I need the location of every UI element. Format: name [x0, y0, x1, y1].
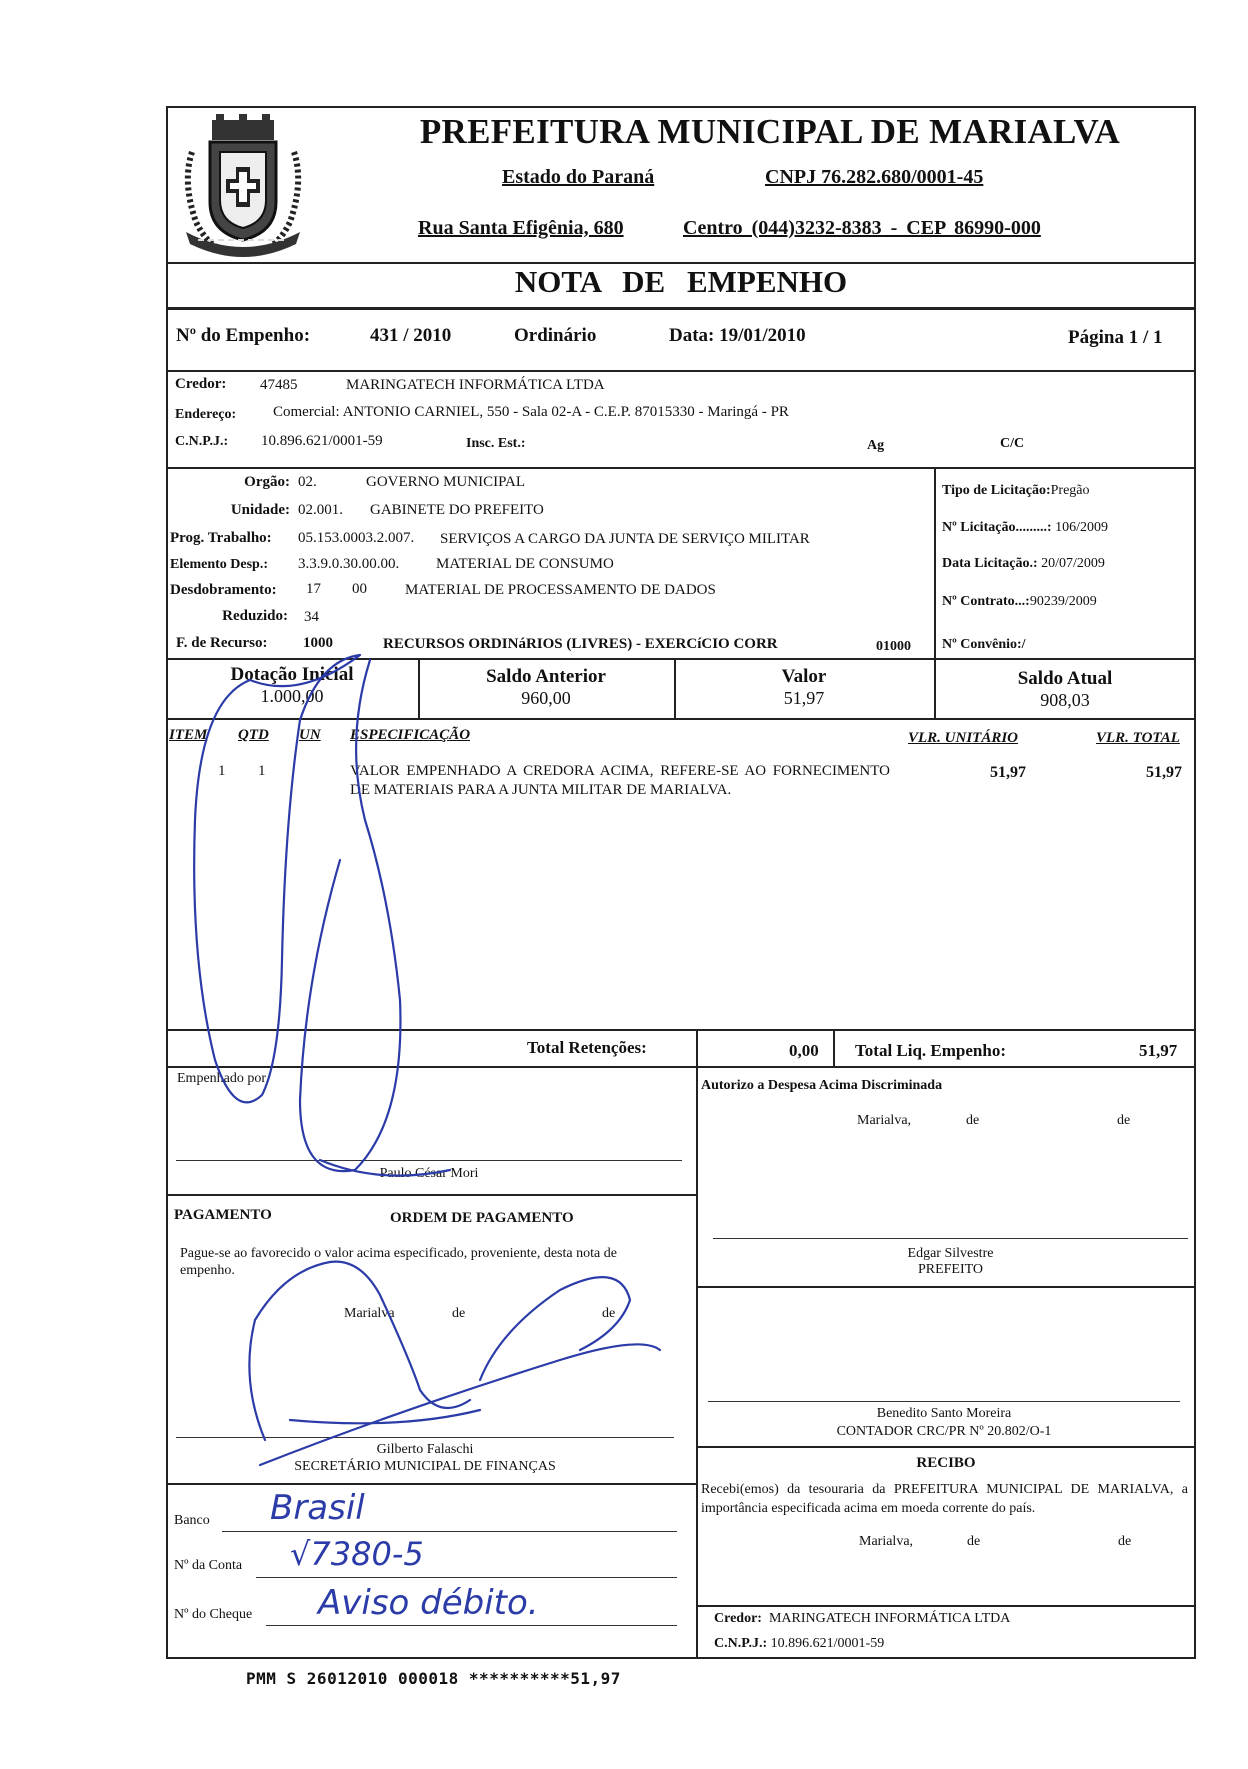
- empenhado-name: Paulo César Mori: [379, 1166, 479, 1181]
- saldo-atual-value: 908,03: [1040, 690, 1090, 710]
- saldo-anterior-value: 960,00: [521, 688, 571, 708]
- valor-value: 51,97: [783, 688, 825, 708]
- dotacao-value: 1.000,00: [260, 686, 324, 706]
- elemento-name: MATERIAL DE CONSUMO: [436, 556, 614, 572]
- banco-label: Banco: [174, 1513, 210, 1528]
- prefeito-title: PREFEITO: [917, 1262, 984, 1277]
- licitacao-convenio: Nº Convênio:/: [942, 637, 1026, 652]
- col-unitario-header: VLR. UNITÁRIO: [908, 730, 1019, 746]
- recurso-extra: 01000: [876, 639, 911, 654]
- document-title: NOTA DE EMPENHO: [514, 264, 848, 299]
- credor-cnpj: 10.896.621/0001-59: [261, 433, 383, 449]
- header-contact: Centro (044)3232-8383 - CEP 86990-000: [683, 217, 1041, 239]
- desdobramento-label: Desdobramento:: [170, 582, 277, 598]
- credor-code: 47485: [260, 377, 298, 393]
- item-row-total-value: 51,97: [1146, 764, 1182, 781]
- elemento-code: 3.3.9.0.30.00.00.: [298, 556, 400, 572]
- recibo-cnpj-value: 10.896.621/0001-59: [770, 1636, 885, 1651]
- empenhado-por-label: Empenhado por: [177, 1071, 267, 1086]
- recibo-place: Marialva,: [859, 1534, 914, 1549]
- col-especificacao-header: ESPECIFICAÇÃO: [350, 727, 471, 743]
- col-total-header: VLR. TOTAL: [1096, 730, 1180, 746]
- autorizo-text: Autorizo a Despesa Acima Discriminada: [701, 1078, 943, 1093]
- unidade-code: 02.001.: [298, 502, 343, 518]
- pagamento-de-1: de: [452, 1306, 466, 1321]
- desdobramento-a: 17: [306, 581, 321, 597]
- empenho-number: 431 / 2010: [370, 325, 452, 346]
- total-liquido-value: 51,97: [1139, 1041, 1178, 1060]
- saldo-atual-label: Saldo Atual: [1017, 668, 1113, 689]
- cheque-label: Nº do Cheque: [174, 1607, 253, 1622]
- item-row-description: VALOR EMPENHADO A CREDORA ACIMA, REFERE-SE AO FORNECIMENTO DE MATERIAIS PARA A JUNTA MILITAR DE MARIALVA.: [350, 763, 890, 798]
- recibo-credor-label: Credor:: [714, 1611, 762, 1626]
- saldo-anterior-label: Saldo Anterior: [486, 666, 606, 687]
- conta-label: Nº da Conta: [174, 1558, 243, 1573]
- recibo-de-1: de: [967, 1534, 981, 1549]
- valor-label: Valor: [781, 666, 827, 687]
- prefeito-name: Edgar Silvestre: [907, 1246, 994, 1261]
- cheque-handwritten: Aviso débito.: [318, 1583, 539, 1623]
- empenho-date: Data: 19/01/2010: [669, 325, 806, 346]
- orgao-label: Orgão:: [244, 474, 290, 490]
- credor-cnpj-label: C.N.P.J.:: [175, 434, 229, 449]
- conta-handwritten: √7380-5: [290, 1535, 424, 1573]
- recibo-cnpj-label: C.N.P.J.:: [714, 1636, 768, 1651]
- recibo-text: Recebi(emos) da tesouraria da PREFEITURA MUNICIPAL DE MARIALVA, a importância especificada acima em moeda corrente do país.: [701, 1482, 1188, 1516]
- contador-title: CONTADOR CRC/PR Nº 20.802/O-1: [836, 1424, 1052, 1439]
- header-title: PREFEITURA MUNICIPAL DE MARIALVA: [419, 112, 1121, 151]
- licitacao-contrato-label: Nº Contrato...:: [942, 594, 1030, 609]
- col-item-header: ITEM: [169, 727, 208, 743]
- recurso-label: F. de Recurso:: [176, 635, 268, 651]
- total-retencoes-label: Total Retenções:: [527, 1038, 647, 1057]
- licitacao-num-value: 106/2009: [1055, 520, 1108, 535]
- orgao-name: GOVERNO MUNICIPAL: [366, 474, 526, 490]
- orgao-code: 02.: [298, 474, 317, 490]
- credor-address-label: Endereço:: [175, 407, 237, 422]
- credor-cc-label: C/C: [1000, 436, 1025, 451]
- banco-handwritten: Brasil: [270, 1488, 365, 1528]
- secretario-name: Gilberto Falaschi: [376, 1442, 474, 1457]
- pagamento-de-2: de: [602, 1306, 616, 1321]
- recibo-title: RECIBO: [916, 1455, 976, 1471]
- licitacao-data-label: Data Licitação.:: [942, 556, 1038, 571]
- recibo-de-2: de: [1118, 1534, 1132, 1549]
- recurso-name: RECURSOS ORDINáRIOS (LIVRES) - EXERCíCIO CORR: [383, 636, 778, 652]
- item-row-unit-value: 51,97: [990, 764, 1026, 781]
- secretario-title: SECRETÁRIO MUNICIPAL DE FINANÇAS: [294, 1459, 556, 1474]
- licitacao-tipo-value: Pregão: [1050, 483, 1090, 498]
- item-row-qtd: 1: [258, 763, 266, 779]
- contador-name: Benedito Santo Moreira: [876, 1406, 1012, 1421]
- signature-stroke-6: [480, 1277, 630, 1380]
- dotacao-label: Dotação Inicial: [230, 664, 354, 685]
- credor-address: Comercial: ANTONIO CARNIEL, 550 - Sala 02-A - C.E.P. 87015330 - Maringá - PR: [273, 404, 789, 420]
- autorizo-de-2: de: [1117, 1113, 1131, 1128]
- signature-stroke-3: [320, 1160, 450, 1176]
- col-un-header: UN: [299, 727, 321, 743]
- pagamento-place: Marialva: [344, 1306, 395, 1321]
- credor-ag-label: Ag: [867, 438, 885, 453]
- total-liquido-label: Total Liq. Empenho:: [855, 1041, 1006, 1060]
- licitacao-data-value: 20/07/2009: [1041, 556, 1105, 571]
- reduzido-label: Reduzido:: [222, 608, 288, 624]
- elemento-label: Elemento Desp.:: [170, 557, 268, 572]
- item-row-item: 1: [218, 763, 226, 779]
- recurso-code: 1000: [303, 635, 333, 651]
- empenho-number-label: Nº do Empenho:: [176, 325, 311, 346]
- licitacao-contrato-value: 90239/2009: [1029, 594, 1097, 609]
- empenho-type: Ordinário: [514, 325, 597, 346]
- desdobramento-b: 00: [352, 581, 367, 597]
- prog-name: SERVIÇOS A CARGO DA JUNTA DE SERVIÇO MILITAR: [440, 531, 810, 547]
- licitacao-tipo-label: Tipo de Licitação:: [942, 483, 1051, 498]
- header-state: Estado do Paraná: [502, 166, 655, 188]
- credor-label: Credor:: [175, 376, 227, 392]
- credor-name: MARINGATECH INFORMÁTICA LTDA: [346, 377, 605, 393]
- unidade-label: Unidade:: [230, 502, 290, 518]
- licitacao-num-label: Nº Licitação.........:: [942, 520, 1052, 535]
- credor-insc-label: Insc. Est.:: [466, 436, 526, 451]
- prog-label: Prog. Trabalho:: [170, 530, 272, 546]
- unidade-name: GABINETE DO PREFEITO: [370, 502, 544, 518]
- autorizo-place: Marialva,: [857, 1113, 912, 1128]
- signature-stroke-4: [249, 1262, 470, 1440]
- pagamento-label: PAGAMENTO: [174, 1207, 272, 1223]
- desdobramento-name: MATERIAL DE PROCESSAMENTO DE DADOS: [405, 582, 716, 598]
- signature-stroke-7: [290, 1410, 480, 1423]
- reduzido-value: 34: [304, 609, 319, 625]
- total-retencoes-value: 0,00: [789, 1041, 819, 1060]
- signature-stroke-2: [300, 660, 400, 1171]
- header-address: Rua Santa Efigênia, 680: [418, 217, 624, 239]
- ordem-pagamento-label: ORDEM DE PAGAMENTO: [390, 1210, 574, 1226]
- recibo-credor-value: MARINGATECH INFORMÁTICA LTDA: [768, 1611, 1011, 1626]
- col-qtd-header: QTD: [238, 727, 269, 743]
- prog-code: 05.153.0003.2.007.: [298, 530, 415, 546]
- payment-stamp: PMM S 26012010 000018 **********51,97: [246, 1669, 621, 1688]
- header-cnpj: CNPJ 76.282.680/0001-45: [765, 166, 984, 188]
- autorizo-de-1: de: [966, 1113, 980, 1128]
- empenho-page: Página 1 / 1: [1068, 327, 1163, 348]
- pagamento-text: Pague-se ao favorecido o valor acima especificado, proveniente, desta nota de empenho.: [180, 1246, 617, 1278]
